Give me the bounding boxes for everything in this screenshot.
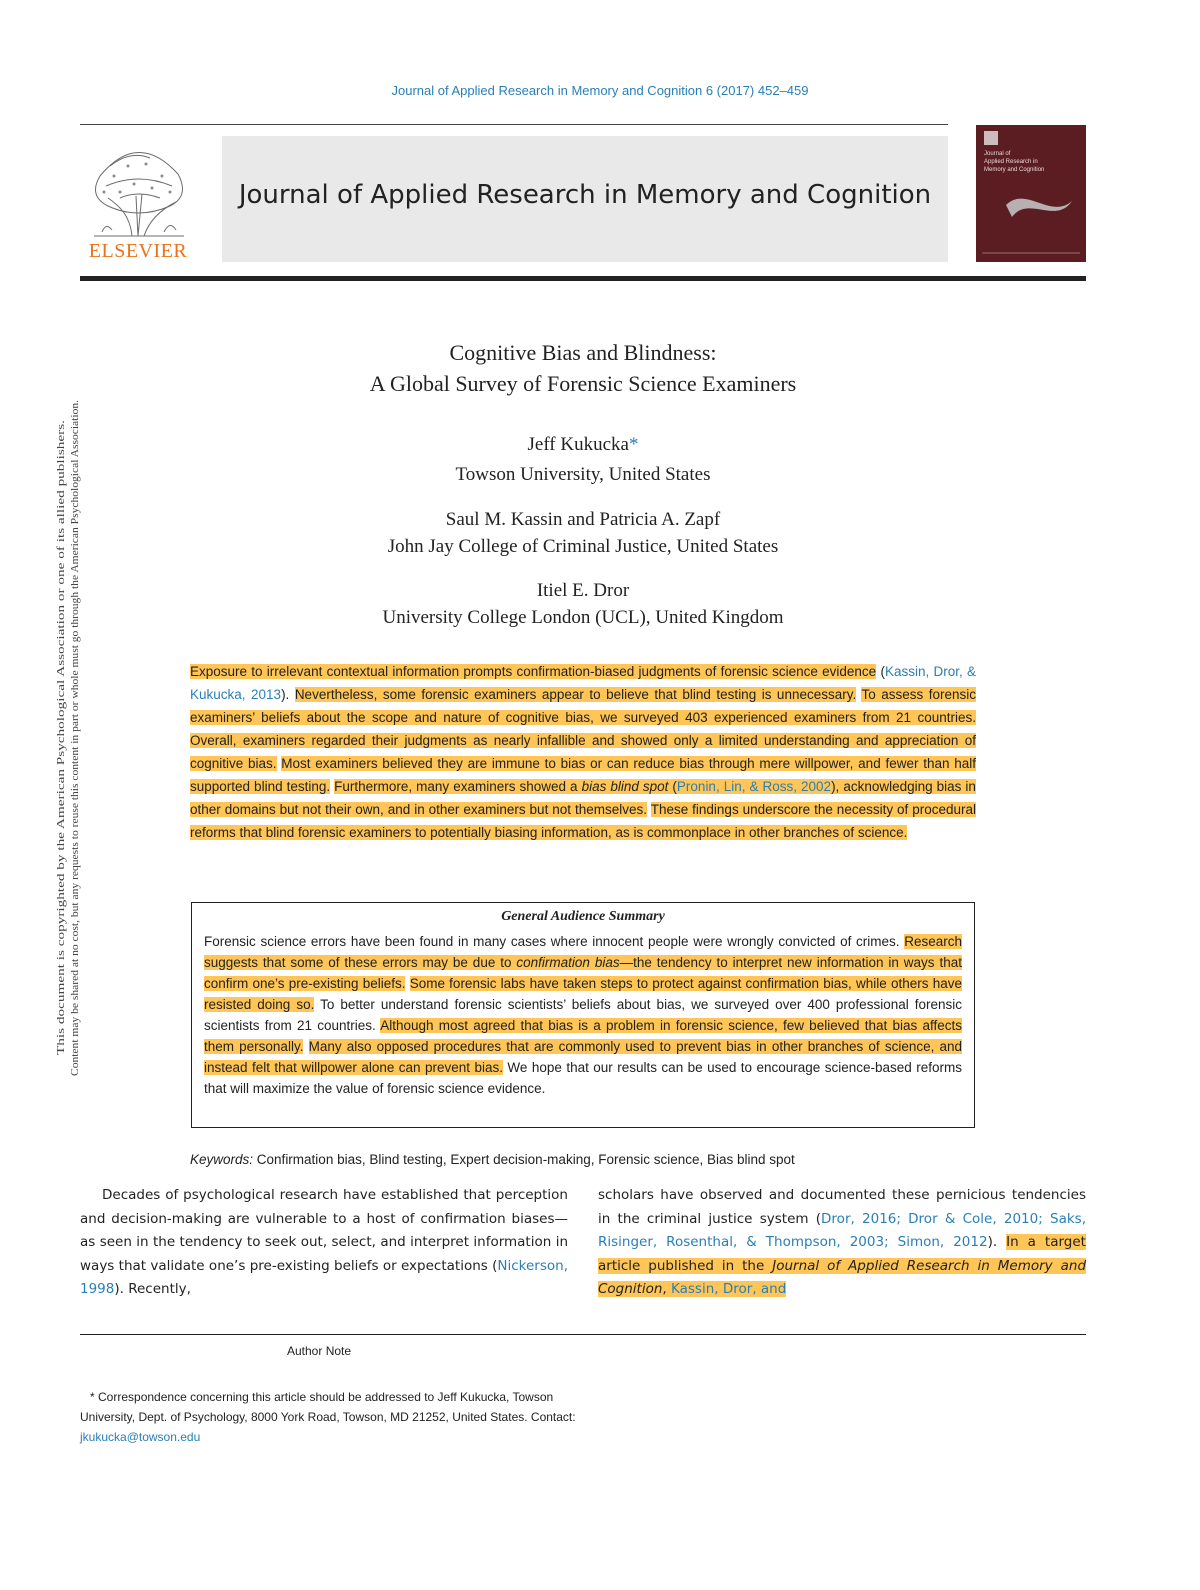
correspondence-marker[interactable]: * — [628, 434, 639, 455]
abstract-cite-close: ). — [281, 687, 290, 702]
journal-citation[interactable]: Journal of Applied Research in Memory and Cognition 6 (2017) 452–459 — [391, 83, 809, 98]
abstract-sentence-2: Nevertheless, some forensic examiners appear to believe that blind testing is unnecessary. — [294, 687, 857, 702]
abstract-s6-start: Furthermore, many examiners showed a — [334, 779, 578, 794]
summary-body — [204, 931, 962, 1099]
author-3-name: Itiel E. Dror — [536, 580, 630, 601]
cover-title: Journal of Applied Research in Memory and Cognition — [984, 151, 1045, 173]
keywords-label: Keywords: — [190, 1152, 254, 1167]
footnote-rule — [80, 1334, 1086, 1335]
body-column-right — [598, 1184, 1086, 1302]
journal-masthead — [222, 136, 948, 262]
side-note-line1b: This document is copyrighted by the American Psychological Association or one of its allied publishers. — [56, 638, 67, 1055]
summary-sentence-5: Although most agreed that bias is a problem in forensic science, few believed that bias affects them personally. — [204, 1018, 962, 1054]
journal-cover-thumbnail — [976, 125, 1086, 262]
keywords — [190, 1152, 990, 1167]
summary-s2-end: —the tendency to interpret new information in ways that confirm one’s pre-existing beliefs. — [204, 955, 962, 991]
abstract-cite-open: ( — [880, 664, 885, 679]
abstract-s6-open: ( — [672, 779, 677, 794]
correspondence-footnote — [80, 1387, 580, 1447]
author-note-label: Author Note — [287, 1344, 352, 1358]
footnote-marker: * — [90, 1390, 95, 1404]
summary-sentence-7: We hope that our results can be used to encourage science-based reforms that will maximize the value of forensic science evidence. — [204, 1060, 962, 1096]
summary-sentence-6: Many also opposed procedures that are commonly used to prevent bias in other branches of science, and instead felt that willpower alone can prevent bias. — [204, 1039, 963, 1075]
summary-sentence-3: Some forensic labs have taken steps to protect against confirmation bias, while others have resisted doing so. — [204, 976, 962, 1012]
author-1 — [0, 434, 1166, 456]
author-2-name: Saul M. Kassin and Patricia A. Zapf — [445, 509, 721, 530]
citation-link-group[interactable]: Dror, 2016; Dror & Cole, 2010; Saks, Risinger, Rosenthal, & Thompson, 2003; Simon, 2012 — [598, 1210, 1087, 1250]
article-title-line1: Cognitive Bias and Blindness: — [449, 340, 717, 365]
bias-blind-spot-term: bias blind spot — [581, 779, 669, 794]
citation-link-pronin-2002[interactable]: Pronin, Lin, & Ross, 2002 — [676, 779, 832, 794]
abstract-sentence-3: To assess forensic examiners’ beliefs about the scope and nature of cognitive bias, we surveyed 403 experienced examiners from 21 countries. — [190, 687, 977, 725]
left-body-end: ). Recently, — [114, 1281, 191, 1297]
masthead-rule — [80, 276, 1086, 281]
author-1-affiliation: Towson University, United States — [455, 464, 711, 485]
citation-link-nickerson-1998[interactable]: Nickerson, 1998 — [80, 1257, 568, 1297]
header-rule — [80, 124, 948, 125]
right-body-text: scholars have observed and documented these pernicious tendencies in the criminal justice system ( — [598, 1187, 1086, 1227]
elsevier-wordmark: ELSEVIER — [88, 240, 188, 262]
citation-link-kassin-dror[interactable]: Kassin, Dror, and — [671, 1281, 787, 1297]
confirmation-bias-term: confirmation bias — [516, 955, 620, 970]
author-2-affiliation: John Jay College of Criminal Justice, United States — [387, 536, 779, 557]
cover-art-icon — [976, 125, 1086, 262]
right-hl-text: In a target article published in the — [598, 1234, 1086, 1274]
article-title-line2: A Global Survey of Forensic Science Examiners — [369, 371, 797, 396]
keywords-list: Confirmation bias, Blind testing, Expert decision-making, Forensic science, Bias blind spot — [256, 1152, 795, 1167]
summary-sentence-1: Forensic science errors have been found in many cases where innocent people were wrongly convicted of crimes. — [204, 934, 900, 949]
abstract-sentence-4: Overall, examiners regarded their judgments as nearly infallible and showed only a limited understanding and appreciation of cognitive bias. — [190, 733, 976, 771]
abstract-s6-end: ), acknowledging bias in other domains but not their own, and in other examiners but not themselves. — [190, 779, 976, 817]
copyright-side-note-1 — [20, 400, 90, 1100]
left-body-text: Decades of psychological research have established that perception and decision-making are vulnerable to a host of confirmation biases—as seen in the tendency to seek out, select, and interpret information in ways that validate one’s pre-existing beliefs or expectations ( — [80, 1187, 568, 1274]
abstract — [190, 660, 976, 844]
abstract-sentence-1: Exposure to irrelevant contextual information prompts confirmation-biased judgments of forensic science evidence — [190, 664, 877, 679]
journal-title-italic: Journal of Applied Research in Memory and Cognition — [598, 1257, 1087, 1297]
right-body-mid: ). — [987, 1234, 998, 1250]
summary-s2-start: Research suggests that some of these errors may be due to — [204, 934, 962, 970]
footnote-text: Correspondence concerning this article should be addressed to Jeff Kukucka, Towson University, Dept. of Psychology, 8000 York Road, Towson, MD 21252, United States. Contact: — [80, 1390, 576, 1424]
abstract-sentence-5: Most examiners believed they are immune to bias or can reduce bias through mere willpower, and fewer than half supported blind testing. — [190, 756, 976, 794]
citation-link-kassin-2013[interactable]: Kassin, Dror, & Kukucka, 2013 — [190, 664, 976, 702]
right-hl-comma: , — [662, 1281, 667, 1297]
author-3-affiliation: University College London (UCL), United Kingdom — [382, 607, 784, 628]
summary-heading: General Audience Summary — [501, 909, 665, 924]
side-note-line2: Content may be shared at no cost, but any requests to reuse this content in part or whole must go through the American Psychological Association. — [70, 490, 81, 1076]
body-column-left — [80, 1184, 568, 1302]
email-link[interactable]: jkukucka@towson.edu — [80, 1430, 201, 1444]
journal-name: Journal of Applied Research in Memory and Cognition — [238, 180, 932, 210]
summary-sentence-4: To better understand forensic scientists’ beliefs about bias, we surveyed over 400 professional forensic scientists from 21 countries. — [204, 997, 962, 1033]
general-audience-summary — [191, 902, 975, 1128]
author-1-name: Jeff Kukucka — [527, 434, 629, 455]
abstract-sentence-7: These findings underscore the necessity of procedural reforms that blind forensic examiners to potentially biasing information, as is commonplace in other branches of science. — [190, 802, 977, 840]
